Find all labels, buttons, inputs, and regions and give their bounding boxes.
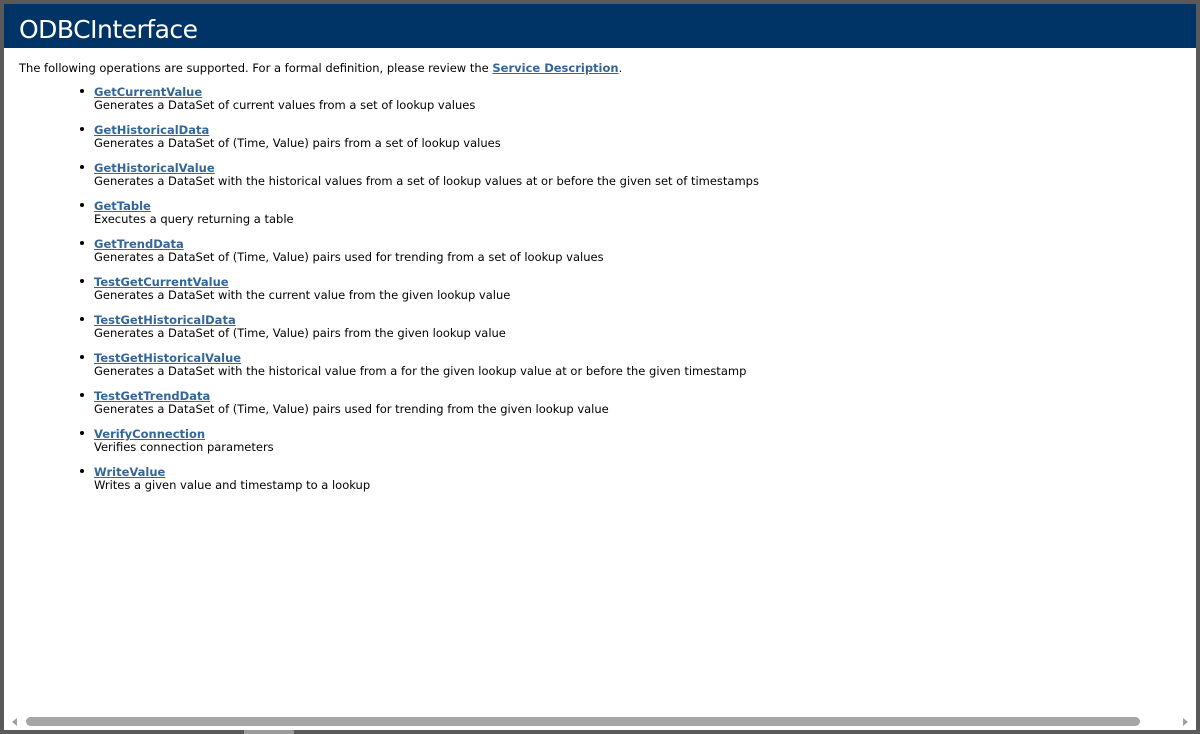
operation-description: Generates a DataSet of (Time, Value) pairs used for trending from a set of lookup values (94, 250, 604, 264)
horizontal-scrollbar[interactable] (4, 715, 1196, 730)
intro-suffix: . (618, 61, 623, 75)
operation-item (94, 314, 759, 352)
operation-description: Generates a DataSet of current values from a set of lookup values (94, 98, 476, 112)
operation-description: Writes a given value and timestamp to a lookup (94, 478, 371, 492)
operation-link-testgetcurrentvalue[interactable]: TestGetCurrentValue (94, 275, 229, 289)
bullet (80, 431, 84, 435)
operation-link-gethistoricaldata[interactable]: GetHistoricalData (94, 123, 210, 137)
bullet (80, 165, 84, 169)
browser-viewport (4, 4, 1196, 730)
operation-description: Generates a DataSet of (Time, Value) pairs from a set of lookup values (94, 136, 501, 150)
operation-link-writevalue[interactable]: WriteValue (94, 465, 166, 479)
operation-item (94, 124, 759, 162)
bullet (80, 279, 84, 283)
operation-item (94, 162, 759, 200)
operation-link-verifyconnection[interactable]: VerifyConnection (94, 427, 206, 441)
bullet (80, 241, 84, 245)
scroll-left-arrow-icon[interactable] (12, 718, 17, 726)
operation-link-testgethistoricaldata[interactable]: TestGetHistoricalData (94, 313, 236, 327)
operation-link-testgethistoricalvalue[interactable]: TestGetHistoricalValue (94, 351, 242, 365)
operation-description: Generates a DataSet of (Time, Value) pairs used for trending from the given lookup value (94, 402, 609, 416)
operations-list (94, 86, 759, 504)
bullet (80, 393, 84, 397)
bullet (80, 469, 84, 473)
scrollbar-thumb[interactable] (26, 717, 1140, 726)
operation-description: Executes a query returning a table (94, 212, 294, 226)
intro-paragraph (19, 61, 622, 75)
operation-link-getcurrentvalue[interactable]: GetCurrentValue (94, 85, 203, 99)
window-bottom-tab (244, 730, 294, 734)
operation-item (94, 276, 759, 314)
operation-item (94, 352, 759, 390)
bullet (80, 89, 84, 93)
operation-item (94, 238, 759, 276)
bullet (80, 355, 84, 359)
bullet (80, 317, 84, 321)
operation-description: Generates a DataSet with the historical values from a set of lookup values at or before the given set of timestamps (94, 174, 759, 188)
scroll-right-arrow-icon[interactable] (1183, 718, 1188, 726)
operation-link-testgettrenddata[interactable]: TestGetTrendData (94, 389, 211, 403)
intro-text: The following operations are supported. For a formal definition, please review the (19, 61, 493, 75)
service-description-link[interactable]: Service Description (492, 61, 619, 75)
operation-item (94, 200, 759, 238)
operation-link-gettable[interactable]: GetTable (94, 199, 151, 213)
operation-item (94, 466, 759, 504)
bullet (80, 203, 84, 207)
operation-description: Generates a DataSet with the current value from the given lookup value (94, 288, 511, 302)
operation-item (94, 86, 759, 124)
operation-link-gethistoricalvalue[interactable]: GetHistoricalValue (94, 161, 215, 175)
operation-description: Generates a DataSet with the historical value from a for the given lookup value at or before the given timestamp (94, 364, 747, 378)
operation-item (94, 390, 759, 428)
operation-link-gettrenddata[interactable]: GetTrendData (94, 237, 184, 251)
operation-description: Verifies connection parameters (94, 440, 274, 454)
page-title: ODBCInterface (19, 15, 198, 44)
operation-description: Generates a DataSet of (Time, Value) pairs from the given lookup value (94, 326, 506, 340)
operation-item (94, 428, 759, 466)
page-header (4, 4, 1196, 48)
bullet (80, 127, 84, 131)
